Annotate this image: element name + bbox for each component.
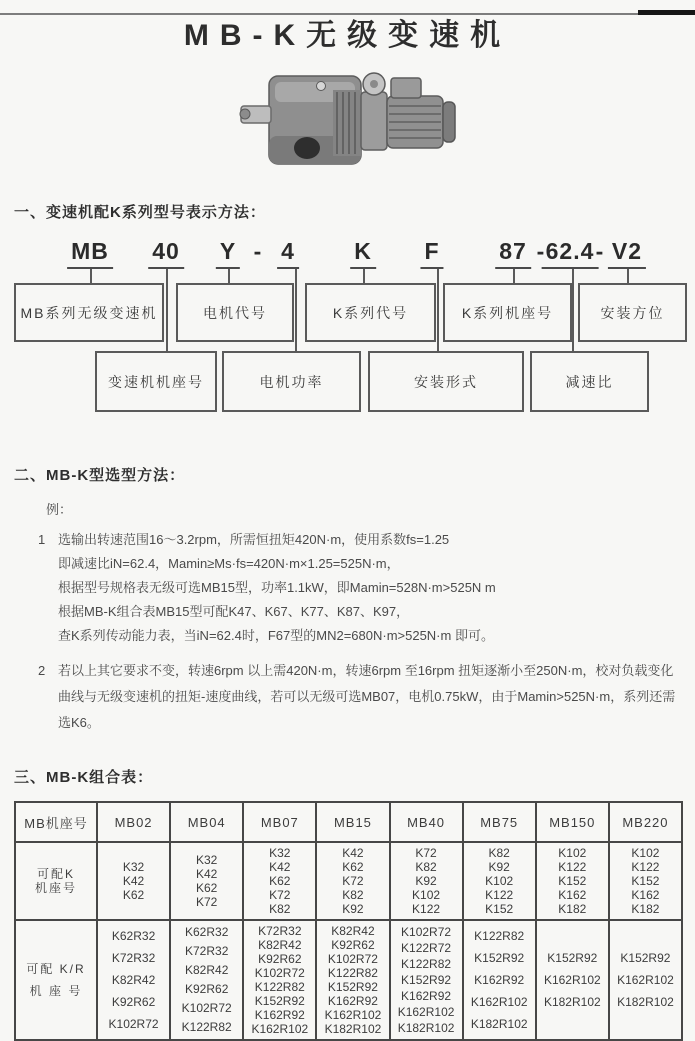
section1-heading: 一、变速机配K系列型号表示方法： bbox=[14, 204, 266, 221]
model-code-value: K42 bbox=[269, 860, 291, 874]
table-cell bbox=[536, 842, 609, 920]
model-code-value: K82 bbox=[415, 860, 437, 874]
model-code-value: K162R102 bbox=[324, 1008, 382, 1022]
model-code-value: K122 bbox=[558, 860, 587, 874]
model-code-value: K152 bbox=[631, 874, 660, 888]
table-cell bbox=[243, 842, 316, 920]
example-label: 例： bbox=[46, 502, 73, 517]
table-cell bbox=[170, 842, 243, 920]
model-code-value: K72R32 bbox=[111, 951, 156, 965]
page-top-rule bbox=[0, 13, 695, 15]
model-code-value: K182R102 bbox=[324, 1022, 382, 1036]
model-code-value: K82R42 bbox=[331, 924, 375, 938]
model-code-value: K182R102 bbox=[543, 995, 601, 1009]
model-code-token: 40 bbox=[148, 238, 184, 269]
model-code-separator: - bbox=[253, 238, 263, 264]
section3-heading: 三、MB-K组合表： bbox=[14, 769, 154, 786]
row-label-line: 可配K bbox=[36, 867, 75, 881]
model-code-value: K122R82 bbox=[327, 966, 378, 980]
model-code-value: K72 bbox=[269, 888, 291, 902]
model-code-value: K82R42 bbox=[258, 938, 302, 952]
model-code-value: K82 bbox=[342, 888, 364, 902]
model-code-value: K32 bbox=[196, 853, 218, 867]
model-code-value: K92R62 bbox=[185, 982, 229, 996]
table-cell bbox=[609, 842, 682, 920]
table-cell bbox=[243, 920, 316, 1040]
table-row-label bbox=[15, 842, 97, 920]
model-code-value: K102R72 bbox=[254, 966, 305, 980]
model-code-separator: - bbox=[595, 238, 605, 264]
selection-method-items bbox=[0, 528, 695, 736]
model-code-value: K162R92 bbox=[327, 994, 378, 1008]
table-row bbox=[15, 842, 682, 920]
model-code-value: K42 bbox=[342, 846, 364, 860]
table-row bbox=[15, 920, 682, 1040]
model-code-value: K102R72 bbox=[327, 952, 378, 966]
mbk-combination-table bbox=[14, 801, 683, 1041]
legend-box: 电机代号 bbox=[176, 283, 294, 342]
model-code-value: K62R32 bbox=[185, 925, 229, 939]
table-corner-header: MB机座号 bbox=[15, 802, 97, 842]
legend-box: 减速比 bbox=[530, 351, 649, 412]
model-code-value: K92R62 bbox=[331, 938, 375, 952]
item-text-line: 即减速比iN=62.4，Mamin≥Ms·fs=420N·m×1.25=525N·m， bbox=[58, 556, 400, 571]
model-code-value: K62 bbox=[122, 888, 145, 902]
model-code-value: K92 bbox=[488, 860, 510, 874]
model-code-value: K32 bbox=[269, 846, 291, 860]
model-code-token: 87 bbox=[495, 238, 531, 269]
model-code-value: K162 bbox=[558, 888, 587, 902]
model-code-value: K102R72 bbox=[181, 1001, 232, 1015]
table-cell bbox=[609, 920, 682, 1040]
model-code-separator: - bbox=[536, 238, 546, 264]
table-cell bbox=[390, 920, 463, 1040]
model-code-value: K122R82 bbox=[181, 1020, 232, 1034]
connector-line bbox=[228, 269, 230, 283]
table-cell bbox=[536, 920, 609, 1040]
table-row-label bbox=[15, 920, 97, 1040]
model-code-value: K32 bbox=[122, 860, 145, 874]
connector-line bbox=[295, 269, 297, 351]
model-code-value: K92 bbox=[415, 874, 437, 888]
connector-line bbox=[166, 269, 168, 351]
model-code-value: K162R102 bbox=[397, 1005, 455, 1019]
row-label-line: 可配 K/R bbox=[26, 962, 86, 976]
page-title: MB-K无级变速机 bbox=[183, 19, 512, 52]
connector-line bbox=[627, 269, 629, 283]
model-code-value: K162R102 bbox=[543, 973, 601, 987]
model-code-value: K152R92 bbox=[474, 951, 525, 965]
model-code-value: K82 bbox=[269, 902, 291, 916]
model-code-diagram bbox=[0, 236, 695, 418]
model-code-value: K72R32 bbox=[185, 944, 229, 958]
model-code-value: K62 bbox=[269, 874, 291, 888]
model-code-value: K152R92 bbox=[401, 973, 452, 987]
model-code-token: F bbox=[420, 238, 443, 269]
table-cell bbox=[170, 920, 243, 1040]
model-code-value: K122R82 bbox=[254, 980, 305, 994]
model-code-value: K102 bbox=[485, 874, 514, 888]
model-code-value: K122 bbox=[631, 860, 660, 874]
model-code-value: K62 bbox=[342, 860, 364, 874]
model-code-value: K72R32 bbox=[258, 924, 302, 938]
model-code-value: K162R92 bbox=[254, 1008, 305, 1022]
model-code-value: K72 bbox=[415, 846, 437, 860]
model-code-value: K182 bbox=[631, 902, 660, 916]
model-code-value: K102R72 bbox=[108, 1017, 159, 1031]
model-code-token: MB bbox=[67, 238, 113, 269]
connector-line bbox=[363, 269, 365, 283]
model-code-value: K122R72 bbox=[401, 941, 452, 955]
connector-line bbox=[572, 269, 574, 351]
item-text-line: 若以上其它要求不变，转速6rpm 以上需420N·m，转速6rpm 至16rpm 扭矩逐渐小至250N·m，校对负载变化曲线与无级变速机的扭矩-速度曲线，若可以无级可选MB07，电机0.75kW，由于Mamin>525N·m，系列还需选K6。 bbox=[58, 663, 676, 730]
model-code-value: K122 bbox=[485, 888, 514, 902]
model-code-value: K162R102 bbox=[617, 973, 674, 987]
model-code-token: Y bbox=[216, 238, 240, 269]
selection-item bbox=[0, 528, 695, 648]
section2-heading: 二、MB-K型选型方法： bbox=[14, 467, 186, 484]
model-code-value: K152R92 bbox=[254, 994, 305, 1008]
model-code-value: K82 bbox=[488, 846, 510, 860]
model-code-value: K92R62 bbox=[258, 952, 302, 966]
model-code-token: 62.4 bbox=[542, 238, 599, 269]
legend-box: 安装方位 bbox=[578, 283, 687, 342]
model-code-value: K92R62 bbox=[111, 995, 156, 1009]
item-text-line: 查K系列传动能力表，当iN=62.4时，F67型的MN2=680N·m>525N·m 即可。 bbox=[58, 628, 494, 643]
model-code-value: K182R102 bbox=[470, 1017, 528, 1031]
model-code-value: K152 bbox=[558, 874, 587, 888]
model-code-value: K102 bbox=[412, 888, 441, 902]
selection-item bbox=[0, 658, 695, 736]
row-label-line: 机 座 号 bbox=[29, 984, 83, 998]
item-text-line: 根据MB-K组合表MB15型可配K47、K67、K77、K87、K97， bbox=[58, 604, 410, 619]
model-code-value: K82R42 bbox=[111, 973, 156, 987]
legend-box: K系列机座号 bbox=[443, 283, 572, 342]
legend-box: 变速机机座号 bbox=[95, 351, 217, 412]
model-code-value: K122R82 bbox=[474, 929, 525, 943]
model-code-value: K72 bbox=[342, 874, 364, 888]
table-column-header: MB02 bbox=[97, 802, 170, 842]
table-column-header: MB04 bbox=[170, 802, 243, 842]
table-cell bbox=[316, 842, 389, 920]
page-top-rule-dark-segment bbox=[638, 10, 695, 15]
table-column-header: MB150 bbox=[536, 802, 609, 842]
item-number: 1 bbox=[38, 532, 46, 547]
legend-box: 安装形式 bbox=[368, 351, 524, 412]
model-code-value: K102R72 bbox=[401, 925, 452, 939]
model-code-value: K62R32 bbox=[111, 929, 156, 943]
connector-line bbox=[437, 269, 439, 351]
model-code-value: K82R42 bbox=[185, 963, 229, 977]
table-cell bbox=[463, 842, 536, 920]
table-column-header: MB07 bbox=[243, 802, 316, 842]
model-code-value: K152R92 bbox=[547, 951, 598, 965]
product-photo bbox=[233, 66, 463, 175]
model-code-value: K162R102 bbox=[251, 1022, 309, 1036]
model-code-value: K152 bbox=[485, 902, 514, 916]
table-cell bbox=[97, 920, 170, 1040]
table-column-header: MB75 bbox=[463, 802, 536, 842]
table-column-header: MB40 bbox=[390, 802, 463, 842]
model-code-value: K152R92 bbox=[327, 980, 378, 994]
model-code-token: K bbox=[350, 238, 376, 269]
row-label-line: 机座号 bbox=[34, 881, 77, 895]
table-cell bbox=[316, 920, 389, 1040]
legend-box: MB系列无级变速机 bbox=[14, 283, 164, 342]
legend-box: 电机功率 bbox=[222, 351, 361, 412]
model-code-value: K162R102 bbox=[470, 995, 528, 1009]
model-code-value: K162R92 bbox=[401, 989, 452, 1003]
model-code-value: K102 bbox=[558, 846, 587, 860]
model-code-value: K42 bbox=[122, 874, 145, 888]
model-code-value: K92 bbox=[342, 902, 364, 916]
table-cell bbox=[463, 920, 536, 1040]
table-column-header: MB220 bbox=[609, 802, 682, 842]
item-number: 2 bbox=[38, 663, 46, 678]
model-code-value: K182 bbox=[558, 902, 587, 916]
product-photo-drawing bbox=[233, 66, 463, 170]
item-text-line: 选输出转速范围16～3.2rpm，所需恒扭矩420N·m，使用系数fs=1.25 bbox=[58, 532, 450, 547]
connector-line bbox=[513, 269, 515, 283]
connector-line bbox=[90, 269, 92, 283]
model-code-value: K182R102 bbox=[617, 995, 674, 1009]
model-code-value: K182R102 bbox=[397, 1021, 455, 1035]
model-code-value: K152R92 bbox=[620, 951, 671, 965]
model-code-value: K122R82 bbox=[401, 957, 452, 971]
model-code-value: K162 bbox=[631, 888, 660, 902]
model-code-value: K162R92 bbox=[474, 973, 525, 987]
table-column-header: MB15 bbox=[316, 802, 389, 842]
model-code-value: K72 bbox=[196, 895, 218, 909]
model-code-value: K102 bbox=[631, 846, 660, 860]
model-code-token: 4 bbox=[277, 238, 299, 269]
model-code-value: K122 bbox=[412, 902, 441, 916]
model-code-value: K62 bbox=[196, 881, 218, 895]
model-code-value: K42 bbox=[196, 867, 218, 881]
legend-box: K系列代号 bbox=[305, 283, 436, 342]
table-cell bbox=[390, 842, 463, 920]
item-text-line: 根据型号规格表无级可选MB15型，功率1.1kW，即Mamin=528N·m>525N m bbox=[58, 580, 496, 595]
table-cell bbox=[97, 842, 170, 920]
model-code-token: V2 bbox=[608, 238, 646, 269]
